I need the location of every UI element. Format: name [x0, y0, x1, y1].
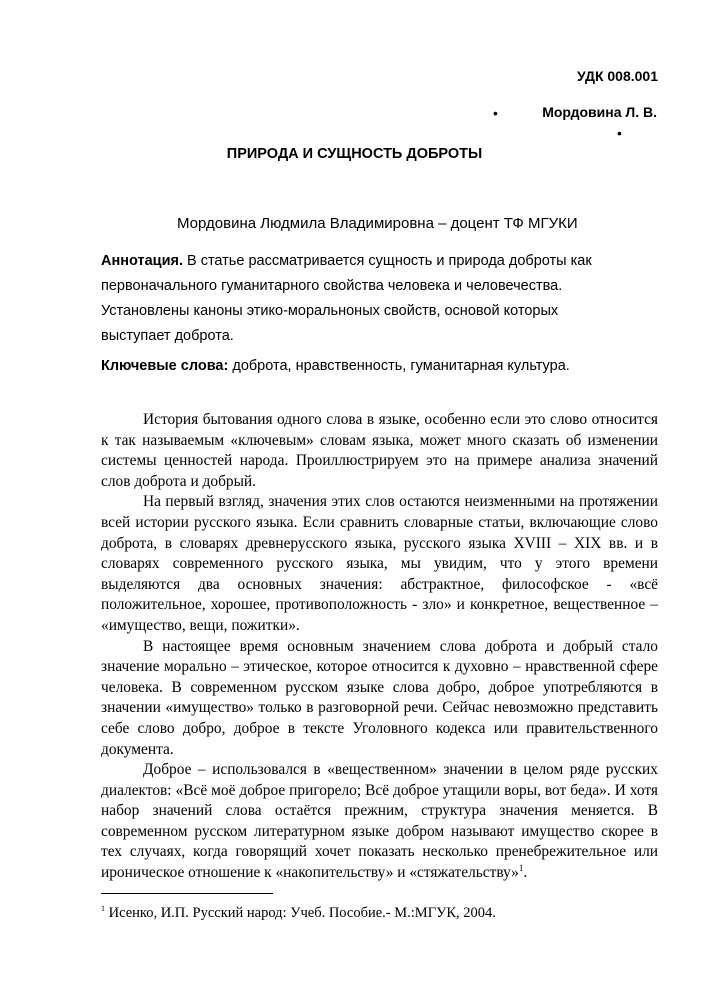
body-paragraph-4-text: Доброе – использовался в «вещественном» значении в целом ряде русских диалектов: «Всё моё доброе пригорело; Всё доброе утащили воры, вот беда». И хотя набор значений слова остаётся прежним, структура значения меняется. В современном русском литературном языке добром называют имущество скорее в тех случаях, когда говорящий хочет показать несколько пренебрежительное или ироническое отношение к «накопительству» и «стяжательству»: [101, 761, 658, 882]
footnote-separator: [101, 893, 273, 894]
body-paragraph-4: [101, 760, 658, 884]
footnote-marker: 1: [101, 904, 105, 914]
body-paragraph-1: История бытования одного слова в языке, особенно если это слово относится к так называемым «ключевым» словам языка, может много сказать об изменении системы ценностей народа. Проиллюстрируем это на примере анализа значений слов доброта и добрый.: [101, 411, 658, 490]
body-paragraph-2: На первый взгляд, значения этих слов остаются неизменными на протяжении всей истории русского языка. Если сравнить словарные статьи, включающие слово доброта, в словарях древнерусского языка, русского языка XVIII – XIX вв. и в словарях современного русского языка, мы увидим, что у этого времени выделяются два основных значения: абстрактное, философское - «всё положительное, хорошее, противоположность - зло» и конкретное, вещественное – «имущество, вещи, пожитки».: [101, 493, 658, 634]
footnote-text: Исенко, И.П. Русский народ: Учеб. Пособие.- М.:МГУК, 2004.: [105, 905, 496, 921]
keywords: [101, 354, 661, 379]
annotation: [101, 249, 631, 349]
udk-code: УДК 008.001: [576, 68, 658, 84]
annotation-text: В статье рассматривается сущность и природа доброты как первоначального гуманитарного свойства человека и человечества. Установлены каноны этико-моральноных свойств, основой которых выступает доброта.: [101, 253, 592, 344]
body-paragraph-4-end: .: [523, 864, 528, 882]
body-paragraph-3: В настоящее время основным значением слова доброта и добрый стало значение морально – этическое, которое относится к духовно – нравственной сфере человека. В современном русском языке слова добро, доброе употребляются в значении «имущество» только в разговорной речи. Сейчас невозможно представить себе слово добро, доброе в тексте Уголовного кодекса или правительственного документа.: [101, 637, 658, 758]
annotation-label: Аннотация.: [101, 253, 183, 269]
footnote: [101, 904, 496, 922]
keywords-label: Ключевые слова:: [101, 358, 229, 374]
article-body: [101, 410, 658, 884]
footnote-reference[interactable]: 1: [518, 862, 524, 873]
author-short-name: Мордовина Л. В.: [542, 104, 657, 120]
keywords-text: доброта, нравственность, гуманитарная культура.: [228, 358, 570, 374]
bullet-marker: •: [493, 105, 498, 121]
author-full-line: Мордовина Людмила Владимировна – доцент ТФ МГУКИ: [177, 215, 578, 232]
article-title: ПРИРОДА И СУЩНОСТЬ ДОБРОТЫ: [226, 146, 483, 162]
bullet-marker-empty: •: [617, 125, 622, 141]
